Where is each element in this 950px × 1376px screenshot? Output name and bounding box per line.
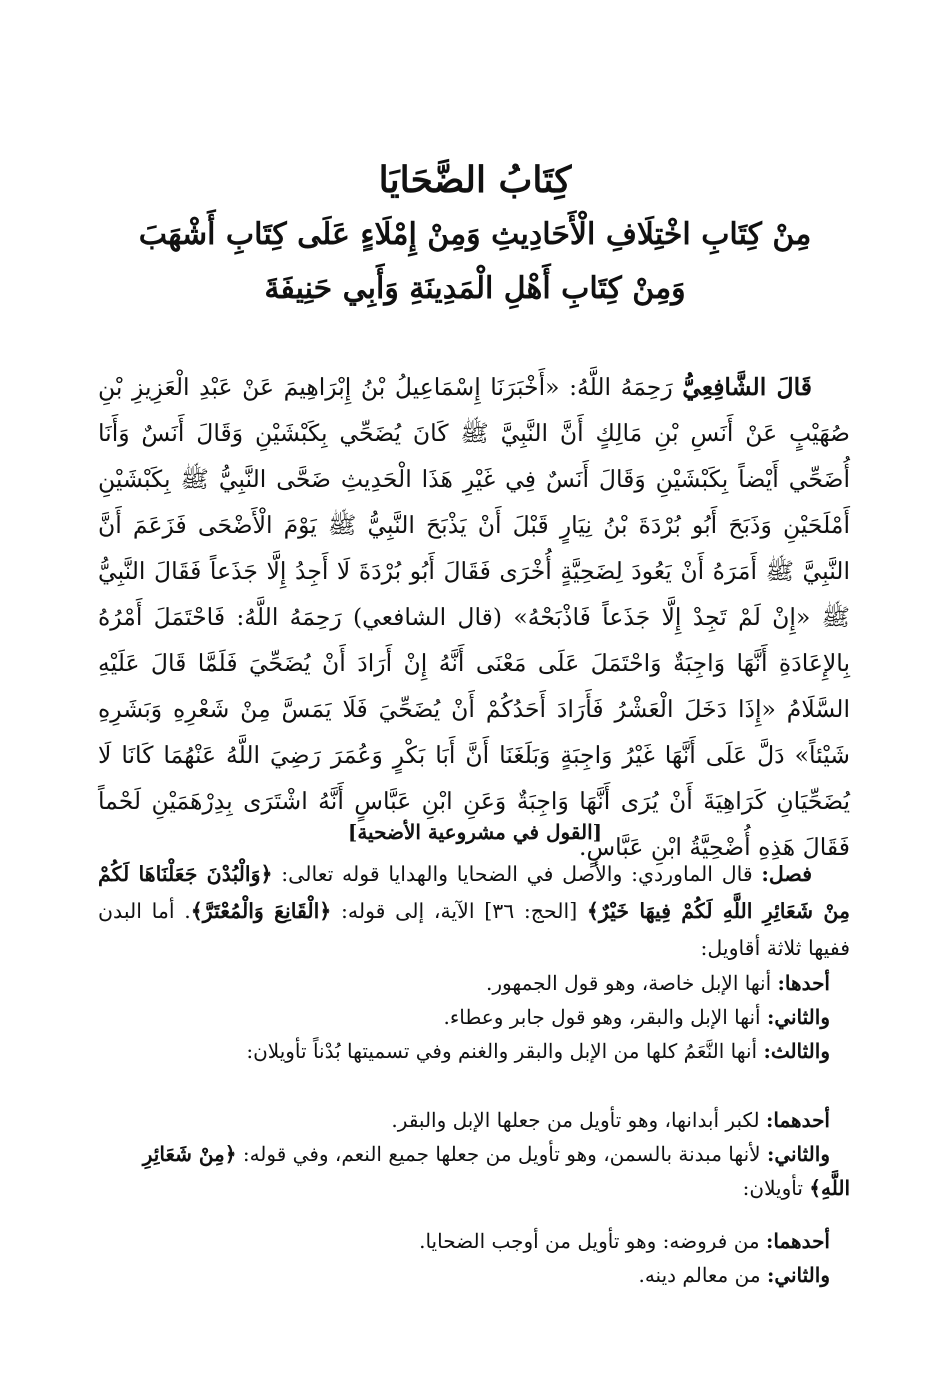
chapter-title-block bbox=[0, 152, 950, 316]
list-item-text: لأنها مبدنة بالسمن، وهو تأويل من جعلها جميع النعم، وفي قوله: bbox=[236, 1142, 767, 1166]
list-item bbox=[78, 1034, 830, 1068]
list-item-label: أحدهما: bbox=[765, 1108, 830, 1132]
list-item-label: والثاني: bbox=[766, 1005, 830, 1029]
chapter-subtitle-line-2: وَمِنْ كِتَابِ أَهْلِ الْمَدِينَةِ وَأَبِي حَنِيفَةَ bbox=[264, 271, 686, 306]
list-item-tail: تأويلان: bbox=[742, 1176, 810, 1200]
list-item-text: أنها الإبل والبقر، وهو قول جابر وعطاء. bbox=[443, 1005, 767, 1029]
chapter-title: كِتَابُ الضَّحَايَا bbox=[378, 159, 572, 201]
quran-quote-3: ﴿مِنْ شَعَائِرِ اللَّهِ﴾ bbox=[142, 1142, 850, 1200]
list-item bbox=[98, 1137, 850, 1205]
quran-quote-1: ﴿وَالْبُدْنَ جَعَلْنَاهَا لَكُمْ مِنْ شَعَائِرِ اللَّهِ لَكُمْ فِيهَا خَيْرٌ﴾ bbox=[98, 862, 850, 923]
fasl-label: فصل: bbox=[761, 862, 812, 886]
interpretations-list bbox=[98, 1103, 850, 1205]
list-item bbox=[98, 1103, 850, 1137]
list-item-text: لكبر أبدانها، وهو تأويل من جعلها الإبل والبقر. bbox=[391, 1108, 766, 1132]
list-item-text: من معالم دينه. bbox=[638, 1263, 767, 1287]
list-item bbox=[78, 1224, 830, 1258]
fasl-text-2: [الحج: ٣٦] الآية، إلى قوله: bbox=[331, 899, 587, 923]
list-item-text: أنها الإبل خاصة، وهو قول الجمهور. bbox=[486, 971, 778, 995]
list-item-label: أحدهما: bbox=[765, 1229, 830, 1253]
speaker-name: قَالَ الشَّافِعِيُّ bbox=[682, 373, 812, 401]
list-item-text: أنها النَّعَمُ كلها من الإبل والبقر والغنم وفي تسميتها بُدْناً تأويلان: bbox=[246, 1039, 764, 1063]
section-heading: [القول في مشروعية الأضحية] bbox=[347, 820, 603, 844]
chapter-subtitle-line-1: مِنْ كِتَابِ اخْتِلَافِ الْأَحَادِيثِ وَمِنْ إِمْلَاءٍ عَلَى كِتَابِ أَشْهَبَ bbox=[138, 217, 812, 252]
opinions-list bbox=[78, 966, 830, 1068]
main-text-paragraph bbox=[98, 364, 850, 870]
list-item-label: والثاني: bbox=[766, 1142, 830, 1166]
shaair-interpretations-list bbox=[78, 1224, 830, 1292]
list-item-text: من فروضه: وهو تأويل من أوجب الضحايا. bbox=[419, 1229, 766, 1253]
list-item bbox=[78, 1258, 830, 1292]
fasl-text-3: . أما البدن ففيها ثلاثة أقاويل: bbox=[98, 899, 850, 960]
quran-quote-2: ﴿الْقَانِعَ وَالْمُعْتَرَّ﴾ bbox=[190, 899, 332, 923]
list-item-label: أحدها: bbox=[777, 971, 830, 995]
list-item bbox=[78, 966, 830, 1000]
list-item-label: والثاني: bbox=[766, 1263, 830, 1287]
list-item-label: والثالث: bbox=[763, 1039, 830, 1063]
list-item bbox=[78, 1000, 830, 1034]
main-text: رَحِمَهُ اللَّهُ: «أَخْبَرَنَا إِسْمَاعِيلُ بْنُ إِبْرَاهِيمَ عَنْ عَبْدِ الْعَزِيزِ بْنِ صُهَيْبٍ عَنْ أَنَسِ بْنِ مَالِكٍ أَنَّ النَّبِيَّ ﷺ كَانَ يُضَحِّي بِكَبْشَيْنِ وَقَالَ أَنَسٌ وَأَنَا أُضَحِّي أَيْضاً بِكَبْشَيْنِ وَقَالَ أَنَسٌ فِي غَيْرِ هَذَا الْحَدِيثِ ضَحَّى النَّبِيُّ ﷺ بِكَبْشَيْنِ أَمْلَحَيْنِ وَذَبَحَ أَبُو بُرْدَةَ بْنُ نِيَارٍ قَبْلَ أَنْ يَذْبَحَ النَّبِيُّ ﷺ يَوْمَ الْأَضْحَى فَزَعَمَ أَنَّ النَّبِيَّ ﷺ أَمَرَهُ أَنْ يَعُودَ لِضَحِيَّةٍ أُخْرَى فَقَالَ أَبُو بُرْدَةَ لَا أَجِدُ إِلَّا جَذَعاً فَقَالَ النَّبِيُّ ﷺ «إِنْ لَمْ تَجِدْ إِلَّا جَذَعاً فَاذْبَحْهُ» (قال الشافعي) رَحِمَهُ اللَّهُ: فَاحْتَمَلَ أَمْرُهُ بِالإِعَادَةِ أَنَّهَا وَاجِبَةٌ وَاحْتَمَلَ عَلَى مَعْنَى أَنَّهُ إِنْ أَرَادَ أَنْ يُضَحِّيَ فَلَمَّا قَالَ عَلَيْهِ السَّلَامُ «إِذَا دَخَلَ الْعَشْرُ فَأَرَادَ أَحَدُكُمْ أَنْ يُضَحِّيَ فَلَا يَمَسَّ مِنْ شَعْرِهِ وَبَشَرِهِ شَيْئاً» دَلَّ عَلَى أَنَّهَا غَيْرُ وَاجِبَةٍ وَبَلَغَنَا أَنَّ أَبَا بَكْرٍ وَعُمَرَ رَضِيَ اللَّهُ عَنْهُمَا كَانَا لَا يُضَحِّيَانِ كَرَاهِيَةَ أَنْ يُرَى أَنَّهَا وَاجِبَةٌ وَعَنِ ابْنِ عَبَّاسٍ أَنَّهُ اشْتَرَى بِدِرْهَمَيْنِ لَحْماً فَقَالَ هَذِهِ أُضْحِيَّةُ ابْنِ عَبَّاسٍ. bbox=[98, 373, 850, 861]
commentary-paragraph bbox=[98, 856, 850, 967]
fasl-text-1: قال الماوردي: والأصل في الضحايا والهدايا قوله تعالى: bbox=[272, 862, 762, 886]
